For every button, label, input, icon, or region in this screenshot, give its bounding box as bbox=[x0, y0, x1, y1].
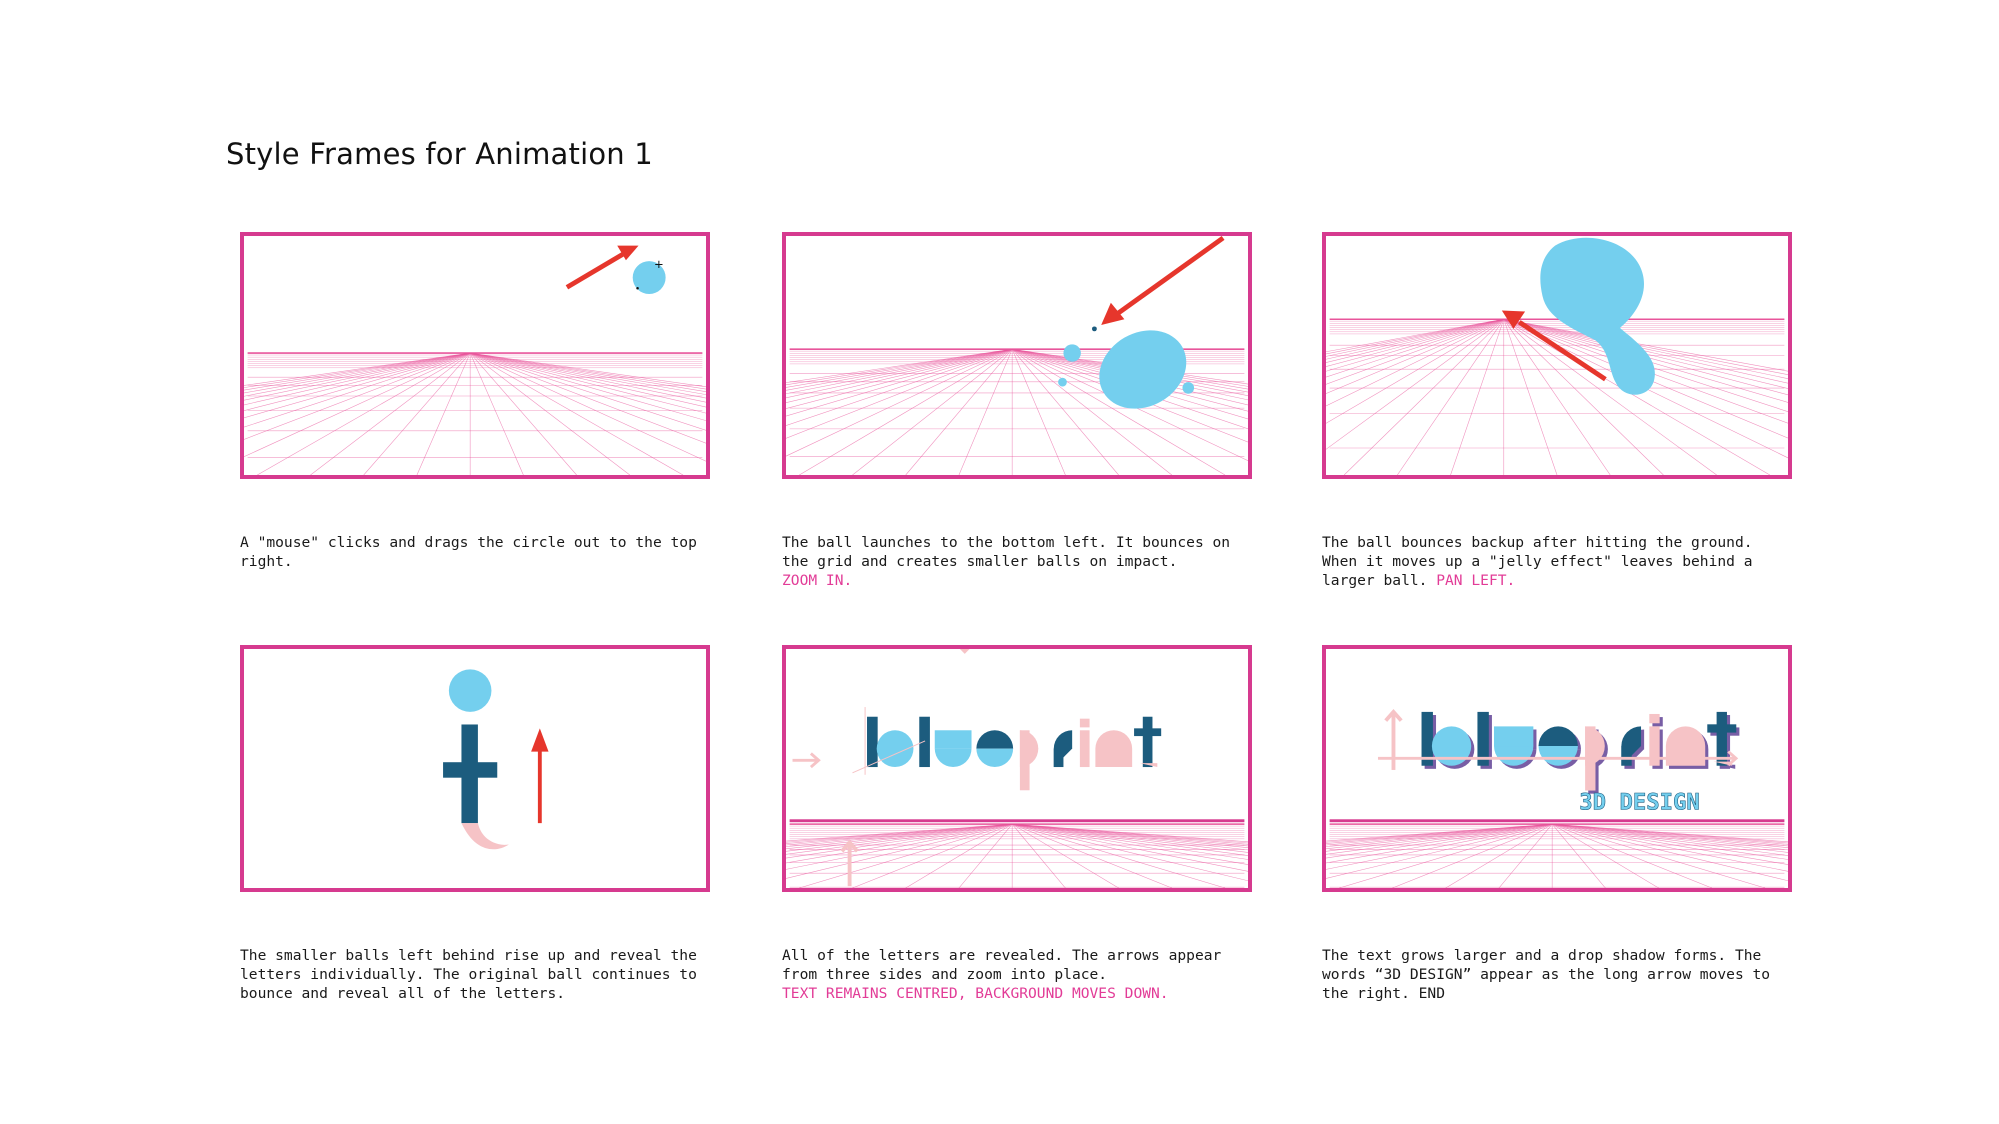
drag-arrow bbox=[567, 250, 631, 288]
caption-text: The text grows larger and a drop shadow forms. The words “3D DESIGN” appear as the long arrow moves to the right. END bbox=[1322, 947, 1771, 1002]
small-ball bbox=[1063, 344, 1080, 361]
ball bbox=[449, 669, 492, 712]
frame-1-caption bbox=[240, 533, 710, 571]
rise-arrow-head bbox=[531, 728, 548, 751]
frame-4-caption bbox=[240, 946, 710, 1003]
frame-6-illustration bbox=[1326, 649, 1788, 888]
caption-text: A "mouse" clicks and drags the circle out to the top right. bbox=[240, 534, 697, 570]
style-frame-3 bbox=[1322, 232, 1792, 479]
side-arrow-left bbox=[793, 754, 819, 768]
cursor-dot bbox=[636, 287, 639, 290]
perspective-grid bbox=[786, 824, 1248, 888]
frame-3-caption bbox=[1322, 533, 1792, 590]
cursor-icon: + bbox=[654, 256, 664, 271]
caption-highlight: TEXT REMAINS CENTRED, BACKGROUND MOVES DOWN. bbox=[782, 985, 1169, 1002]
caption-text: The ball bounces backup after hitting the ground. When it moves up a "jelly effect" leaves behind a larger ball. bbox=[1322, 534, 1753, 589]
launch-arrow bbox=[1114, 238, 1223, 316]
small-ball bbox=[1182, 382, 1194, 394]
style-frame-4 bbox=[240, 645, 710, 892]
letter-piece-pink bbox=[461, 823, 508, 849]
caption-text: The ball launches to the bottom left. It bounces on the grid and creates smaller balls on impact. bbox=[782, 534, 1231, 570]
blueprint-logo bbox=[867, 717, 1161, 791]
blueprint-logo bbox=[1422, 712, 1740, 794]
frame-5-illustration bbox=[786, 649, 1248, 888]
frame-1-illustration bbox=[244, 236, 706, 475]
caption-highlight: ZOOM IN. bbox=[782, 572, 853, 589]
frame-2-illustration bbox=[786, 236, 1248, 475]
subtitle-3d-design: 3D DESIGN bbox=[1579, 789, 1700, 816]
perspective-grid bbox=[1326, 319, 1788, 475]
page-title: Style Frames for Animation 1 bbox=[226, 137, 653, 171]
perspective-grid bbox=[244, 353, 706, 475]
top-arrow-tip bbox=[960, 649, 970, 654]
frame-5-caption bbox=[782, 946, 1252, 1003]
small-ball bbox=[1092, 326, 1097, 331]
style-frame-1 bbox=[240, 232, 710, 479]
caption-text: All of the letters are revealed. The arrows appear from three sides and zoom into place. bbox=[782, 947, 1222, 983]
frame-3-illustration bbox=[1326, 236, 1788, 475]
frame-6-caption bbox=[1322, 946, 1792, 1003]
style-frame-2 bbox=[782, 232, 1252, 479]
caption-highlight: PAN LEFT. bbox=[1436, 572, 1516, 589]
frame-2-caption bbox=[782, 533, 1252, 590]
up-arrow bbox=[1386, 712, 1401, 770]
small-ball bbox=[1058, 378, 1067, 387]
frame-4-illustration bbox=[244, 649, 706, 888]
caption-text: The smaller balls left behind rise up and reveal the letters individually. The original ball continues to bounce and reveal all of the letters. bbox=[240, 947, 697, 1002]
squashed-ball bbox=[1085, 315, 1201, 424]
letter-t-bar bbox=[443, 762, 497, 777]
frame-divider bbox=[1330, 819, 1785, 822]
style-frame-5 bbox=[782, 645, 1252, 892]
frame-divider bbox=[790, 819, 1245, 822]
perspective-grid bbox=[1326, 824, 1788, 888]
style-frame-6 bbox=[1322, 645, 1792, 892]
